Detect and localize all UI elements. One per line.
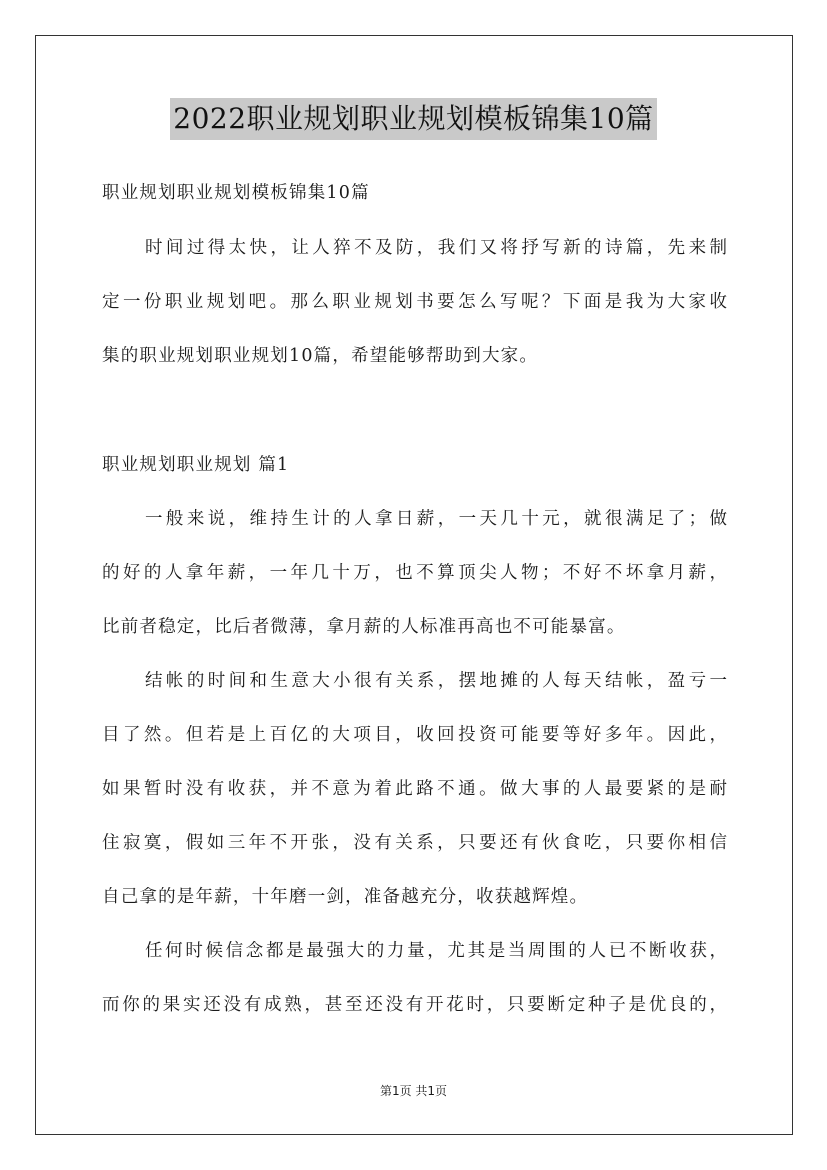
paragraph-line: 定一份职业规划吧。那么职业规划书要怎么写呢？下面是我为大家收 (102, 292, 727, 312)
section-heading: 职业规划职业规划 篇1 (102, 455, 290, 475)
paragraph-line: 结帐的时间和生意大小很有关系，摆地摊的人每天结帐，盈亏一 (145, 671, 727, 691)
paragraph-line: 集的职业规划职业规划10篇，希望能够帮助到大家。 (102, 346, 539, 366)
document-title: 2022职业规划职业规划模板锦集10篇 (170, 98, 656, 140)
paragraph-line: 任何时候信念都是最强大的力量，尤其是当周围的人已不断收获， (145, 941, 727, 961)
paragraph-line: 一般来说，维持生计的人拿日薪，一天几十元，就很满足了；做 (145, 509, 727, 529)
paragraph-line: 住寂寞，假如三年不开张，没有关系，只要还有伙食吃，只要你相信 (102, 833, 727, 853)
paragraph-line: 目了然。但若是上百亿的大项目，收回投资可能要等好多年。因此， (102, 725, 727, 745)
paragraph-line: 而你的果实还没有成熟，甚至还没有开花时，只要断定种子是优良的， (102, 995, 727, 1015)
title-container (0, 98, 827, 140)
page-footer: 第1页 共1页 (379, 1084, 448, 1098)
paragraph-line: 如果暂时没有收获，并不意为着此路不通。做大事的人最要紧的是耐 (102, 779, 727, 799)
paragraph-line: 比前者稳定，比后者微薄，拿月薪的人标准再高也不可能暴富。 (102, 617, 626, 637)
paragraph-line: 自己拿的是年薪，十年磨一剑，准备越充分，收获越辉煌。 (102, 887, 589, 907)
paragraph-line: 时间过得太快，让人猝不及防，我们又将抒写新的诗篇，先来制 (145, 238, 727, 258)
paragraph-line: 的好的人拿年薪，一年几十万，也不算顶尖人物；不好不坏拿月薪， (102, 563, 727, 583)
document-subtitle: 职业规划职业规划模板锦集10篇 (102, 183, 370, 203)
